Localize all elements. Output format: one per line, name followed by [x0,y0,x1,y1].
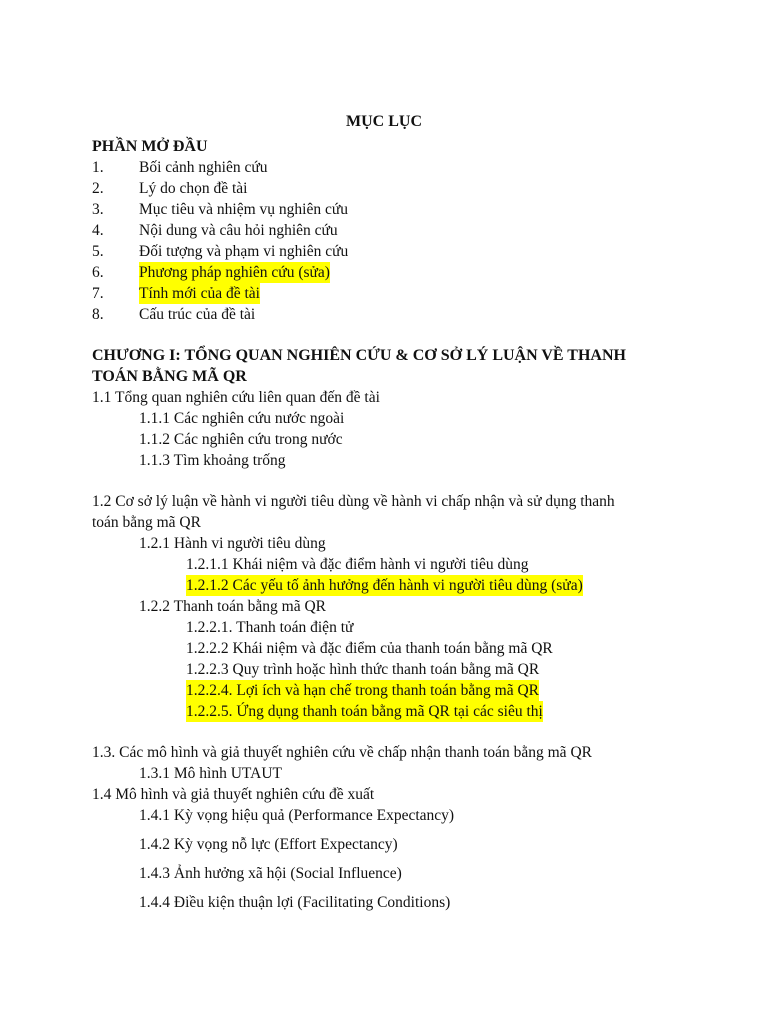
toc-title: MỤC LỤC [346,113,422,130]
item-number: 5. [92,243,104,260]
toc-entry-1-4-3: 1.4.3 Ảnh hưởng xã hội (Social Influence) [139,865,402,882]
toc-entry-1-2-1: 1.2.1 Hành vi người tiêu dùng [139,535,326,552]
item-number: 4. [92,222,104,239]
toc-entry-1-4-1: 1.4.1 Kỳ vọng hiệu quả (Performance Expectancy) [139,807,455,824]
toc-entry-1-3: 1.3. Các mô hình và giả thuyết nghiên cứu về chấp nhận thanh toán bằng mã QR [92,744,592,761]
toc-entry-1-4-2: 1.4.2 Kỳ vọng nỗ lực (Effort Expectancy) [139,836,398,853]
item-number: 1. [92,159,104,176]
toc-entry-1-3-1: 1.3.1 Mô hình UTAUT [139,765,282,782]
chapter1-heading-line2: TOÁN BẰNG MÃ QR [92,368,247,385]
item-text: Bối cảnh nghiên cứu [139,159,268,176]
toc-entry-1-2-2-2: 1.2.2.2 Khái niệm và đặc điểm của thanh toán bằng mã QR [186,640,553,657]
intro-heading: PHẦN MỞ ĐẦU [92,138,208,155]
item-text: Nội dung và câu hỏi nghiên cứu [139,222,338,239]
toc-entry-1-4: 1.4 Mô hình và giả thuyết nghiên cứu đề xuất [92,786,375,803]
toc-entry-1-2-2-4-highlighted: 1.2.2.4. Lợi ích và hạn chế trong thanh toán bằng mã QR [186,682,539,699]
toc-entry-1-2-1-2-highlighted: 1.2.1.2 Các yếu tố ảnh hưởng đến hành vi người tiêu dùng (sửa) [186,577,583,594]
toc-entry-1-2-2: 1.2.2 Thanh toán bằng mã QR [139,598,326,615]
chapter1-heading-line1: CHƯƠNG I: TỔNG QUAN NGHIÊN CỨU & CƠ SỞ LÝ LUẬN VỀ THANH [92,347,626,364]
toc-entry-1-1-2: 1.1.2 Các nghiên cứu trong nước [139,431,343,448]
item-text-highlighted: Tính mới của đề tài [139,285,260,302]
toc-entry-1-1: 1.1 Tổng quan nghiên cứu liên quan đến đề tài [92,389,380,406]
toc-entry-1-2-2-5-highlighted: 1.2.2.5. Ứng dụng thanh toán bằng mã QR tại các siêu thị [186,703,543,720]
item-text: Mục tiêu và nhiệm vụ nghiên cứu [139,201,348,218]
toc-entry-1-1-1: 1.1.1 Các nghiên cứu nước ngoài [139,410,345,427]
item-text: Đối tượng và phạm vi nghiên cứu [139,243,349,260]
toc-entry-1-2-2-3: 1.2.2.3 Quy trình hoặc hình thức thanh toán bằng mã QR [186,661,540,678]
toc-entry-1-2-2-1: 1.2.2.1. Thanh toán điện tử [186,619,354,636]
item-text-highlighted: Phương pháp nghiên cứu (sửa) [139,264,330,281]
item-number: 2. [92,180,104,197]
toc-entry-1-1-3: 1.1.3 Tìm khoảng trống [139,452,286,469]
toc-entry-1-2-line1: 1.2 Cơ sở lý luận về hành vi người tiêu dùng về hành vi chấp nhận và sử dụng thanh [92,493,615,510]
toc-entry-1-2-1-1: 1.2.1.1 Khái niệm và đặc điểm hành vi người tiêu dùng [186,556,529,573]
item-number: 6. [92,264,104,281]
item-text: Lý do chọn đề tài [139,180,248,197]
item-text: Cấu trúc của đề tài [139,306,256,323]
item-number: 3. [92,201,104,218]
toc-entry-1-2-line2: toán bằng mã QR [92,514,201,531]
toc-entry-1-4-4: 1.4.4 Điều kiện thuận lợi (Facilitating Conditions) [139,894,451,911]
item-number: 7. [92,285,104,302]
item-number: 8. [92,306,104,323]
